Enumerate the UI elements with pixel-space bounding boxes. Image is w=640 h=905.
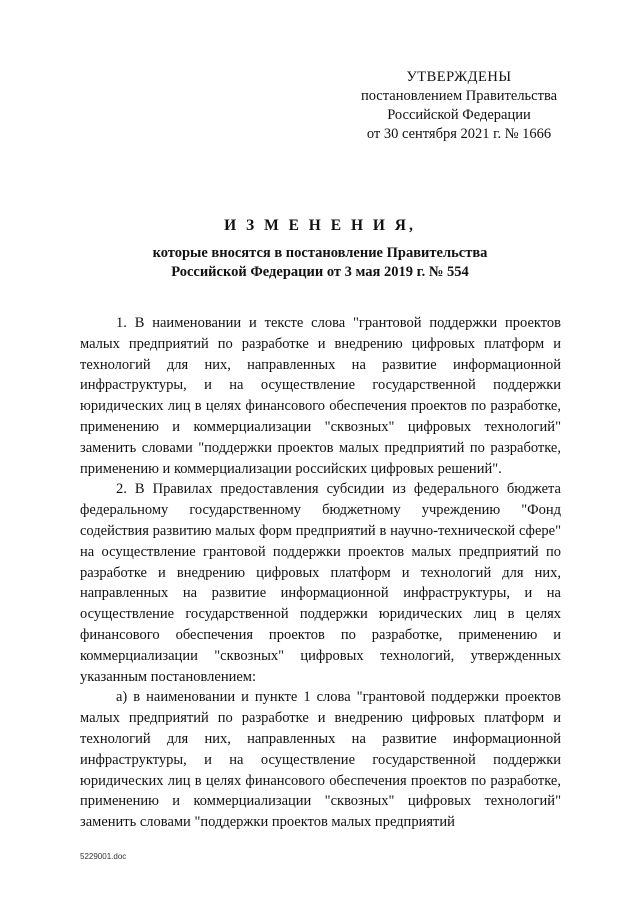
approval-line-3: от 30 сентября 2021 г. № 1666 bbox=[366, 126, 552, 142]
document-file-code: 5229001.doc bbox=[80, 852, 127, 861]
paragraph-2a: а) в наименовании и пункте 1 слова "грантовой поддержки проектов малых предприятий по разработке и внедрению цифровых платформ и технологий для них, направленных на развитие информационной инфраструктуры, и на осуществление государственной поддержки юридических лиц в целях финансового обеспечения проектов по разработке, применению и коммерциализации "сквозных" цифровых технологий" заменить словами "поддержки проектов малых предприятий bbox=[80, 689, 561, 831]
document-title: И З М Е Н Е Н И Я, bbox=[224, 217, 416, 234]
paragraph-2: 2. В Правилах предоставления субсидии из федерального бюджета федеральному государственному бюджетному учреждению "Фонд содействия развитию малых форм предприятий в научно-технической сфере" на осуществление грантовой поддержки проектов малых предприятий по разработке и внедрению цифровых платформ и технологий для них, направленных на развитие информационной инфраструктуры, и на осуществление государственной поддержки юридических лиц в целях финансового обеспечения проектов по разработке, применению и коммерциализации "сквозных" цифровых технологий, утвержденных указанным постановлением: bbox=[80, 481, 561, 685]
approval-line-2: Российской Федерации bbox=[387, 107, 531, 123]
approval-line-1: постановлением Правительства bbox=[360, 88, 558, 104]
subtitle-line-1: которые вносятся в постановление Правительства bbox=[152, 245, 488, 261]
approval-block bbox=[330, 68, 588, 144]
subtitle-line-2: Российской Федерации от 3 мая 2019 г. № 554 bbox=[171, 264, 469, 280]
document-body bbox=[80, 313, 561, 833]
document-subtitle bbox=[60, 244, 580, 282]
approval-title: УТВЕРЖДЕНЫ bbox=[406, 69, 512, 85]
paragraph-1: 1. В наименовании и тексте слова "грантовой поддержки проектов малых предприятий по разработке и внедрению цифровых платформ и технологий для них, направленных на развитие информационной инфраструктуры, и на осуществление государственной поддержки юридических лиц в целях финансового обеспечения проектов по разработке, применению и коммерциализации "сквозных" цифровых технологий" заменить словами "поддержки проектов малых предприятий по разработке, применению и коммерциализации российских цифровых решений". bbox=[80, 315, 561, 477]
